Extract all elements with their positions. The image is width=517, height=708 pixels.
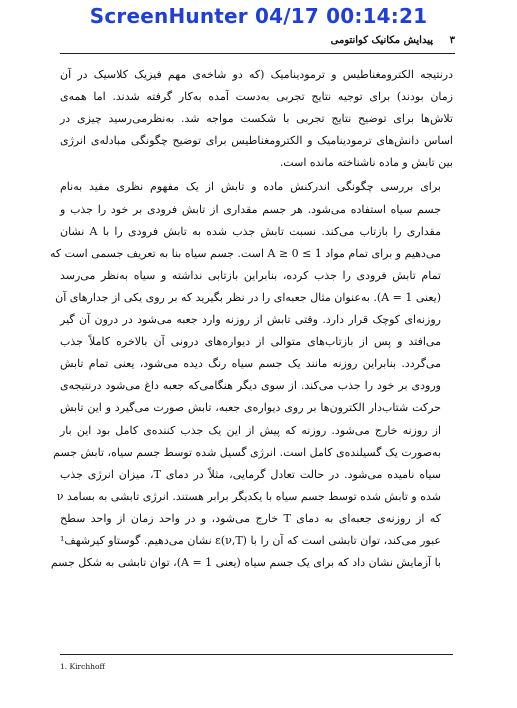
text-line: عبور می‌کند، توان تابشی است که آن را با ε(ν,T) نشان می‌دهیم. گوستاو کیرشهف¹ [60,533,441,547]
text-line: می‌گردد. بنابراین روزنه مانند یک جسم سیاه رنگ دیده می‌شود، یعنی تمام تابش [60,357,441,371]
text-line: اساس دانش‌های ترمودینامیک و الکترومغناطیس برای توضیح چگونگی مبادله‌ی انرژی [60,134,453,148]
paragraph [60,64,453,174]
chapter-title: پیدایش مکانیک کوانتومی [330,35,433,46]
text-line: به‌صورت یک گسیلنده‌ی کامل است. انرژی گسیل شده توسط جسم سیاه، تابش جسم [53,445,441,459]
text-line: زمان بودند) برای توجیه نتایج تجربی به‌دست آمده به‌کار گرفته شدند. اما همه‌ی [60,90,453,104]
text-line: که از روزنه‌ی جعبه‌ای به دمای T خارج می‌شود، و در واحد زمان از واحد سطح [60,511,441,525]
text-line: جسم سیاه استفاده می‌شود. هر جسم مقداری از تابش فرودی بر خود را جذب و [60,202,441,216]
text-line: درنتیجه الکترومغناطیس و ترمودینامیک (که دو شاخه‌ی مهم فیزیک کلاسیک در آن [60,68,453,81]
text-line: روزنه‌ای کوچک قرار دارد. وقتی تابش از روزنه وارد جعبه می‌شود در درون آن گیر [60,313,441,327]
text-line: از روزنه خارج می‌شود. روزنه که پیش از این یک جذب کننده‌ی کامل بود این بار [60,423,441,437]
text-line: سیاه نامیده می‌شود. در حالت تعادل گرمایی، مثلاً در دمای T، میزان انرژی جذب [60,467,441,481]
text-line: تمام تابش فرودی را جذب کرده، بنابراین بازتابی نداشته و سیاه به‌نظر می‌رسد [60,268,441,282]
footnote-separator [60,654,453,655]
text-line: می‌دهیم و برای تمام مواد 1 ≥ A ≥ 0 است. جسم سیاه بنا به تعریف جسمی است که [49,246,441,260]
text-line: مقداری را بازتاب می‌کند. نسبت تابش جذب شده به تابش فرودی را با A نشان [60,224,441,238]
text-line: حرکت شتاب‌دار الکترون‌ها بر روی دیواره‌ی جعبه، تابش صورت می‌گیرد و این تابش [60,401,441,415]
footnote: 1. Kirchhoff [60,662,105,671]
text-line: تلاش‌ها برای توضیح نتایج تجربی با شکست مواجه شد. به‌نظرمی‌رسید چیزی در [60,112,453,126]
page-number: ۳ [449,35,455,46]
text-line: ورودی بر خود را جذب می‌کند. از سوی دیگر هنگامی‌که جعبه داغ می‌شود درنتیجه‌ی [60,379,441,393]
page-header [60,33,455,54]
paragraph [49,176,453,574]
text-line: بین تابش و ماده ناشناخته مانده است. [279,156,453,170]
text-line: می‌افتد و پس از بازتاب‌های متوالی از دیواره‌های درونی آن بالاخره کاملاً جذب [60,335,441,349]
screenhunter-watermark: ScreenHunter 04/17 00:14:21 [89,4,428,28]
page-body-text [49,64,453,574]
text-line: با آزمایش نشان داد که برای یک جسم سیاه (یعنی A = 1)، توان تابشی به شکل جسم [50,556,441,570]
text-line: (یعنی A = 1). به‌عنوان مثال جعبه‌ای را در نظر بگیرید که بر روی یکی از جدارهای آن [55,290,441,304]
text-line: شده و تابش شده توسط جسم سیاه با یکدیگر برابر هستند. انرژی تابشی به بسامد ν [56,489,441,503]
text-line: برای بررسی چگونگی اندرکنش ماده و تابش از یک مفهوم نظری مفید به‌نام [60,180,441,194]
